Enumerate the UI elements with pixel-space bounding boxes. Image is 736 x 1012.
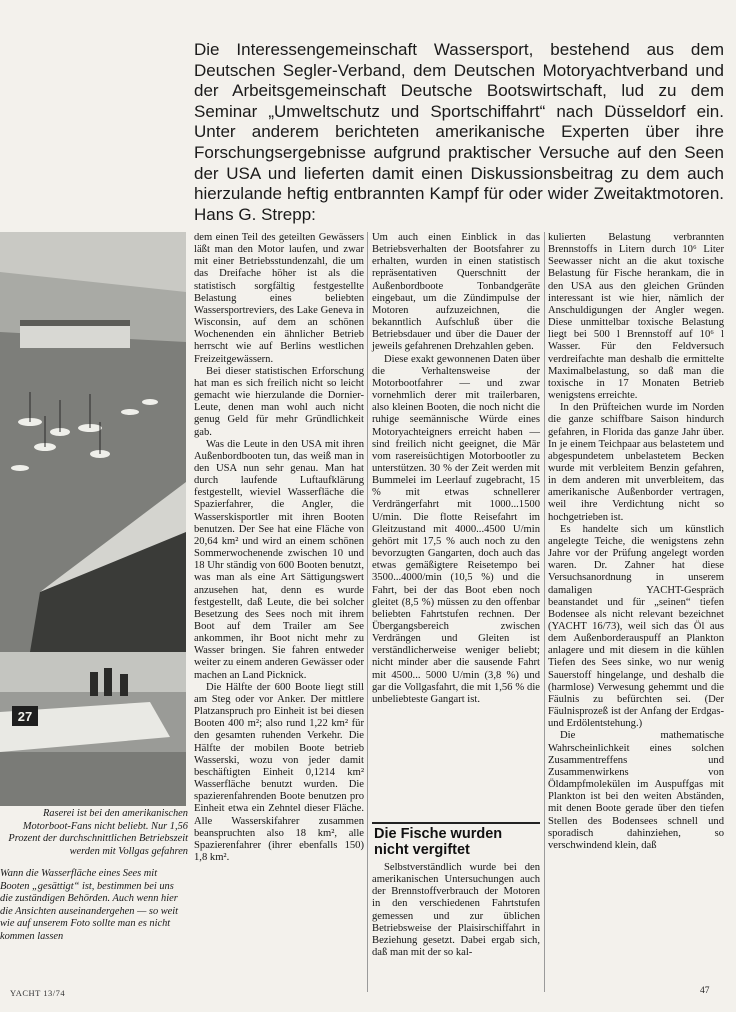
photo-boathouse <box>20 324 130 348</box>
paragraph: Um auch einen Einblick in das Betriebsverhalten der Bootsfahrer zu erhalten, wurden in einen statistisch repräsentativen Querschnitt der Außenbordboote Tonbandgeräte eingebaut, um die Zündimpulse der Motoren aufzuzeichnen, die bekanntlich Aufschluß über die Betriebsdauer und über die Dauer der jeweils gefahrenen Drehzahlen geben. <box>372 232 540 353</box>
paragraph: dem einen Teil des geteilten Gewässers läßt man den Motor laufen, und zwar mit einer Betriebsstundenzahl, die um das Dreifache höher ist als die statistisch sorgfältig festgestellte Belastung eines beliebten Wassersportreviers, des Lake Geneva in Wisconsin, auf dem an schönen Wochenenden ein ähnlicher Betrieb herrscht wie auf Berlins westlichen Freizeitgewässern. <box>194 232 364 365</box>
photo-caption-top: Raserei ist bei den amerikanischen Motorboot-Fans nicht beliebt. Nur 1,56 Prozent der durchschnittlichen Betriebszeit werden mit Vollgas gefahren <box>8 808 188 857</box>
paragraph: Was die Leute in den USA mit ihren Außenbordbooten tun, das weiß man in den USA nun sehr genau. Man hat durch laufende Luftaufklärung festgestellt, wieviel Wasserfläche die Spazierfahrer, die Angler, die Wasserskisportler mit ihren Booten benutzen. Der See hat eine Fläche von 20,64 km² und wird an einem schönen Sommerwochenende zwischen 10 und 18 Uhr ständig von 600 Booten benutzt, was man als eine Art Sättigungswert anzusehen hat, denn es wurde festgestellt, daß Leute, die bei solcher Besetzung des Sees noch mit ihrem Boot auf dem Trailer am See ankommen, ihr Boot nicht mehr zu Wasser bringen. Sie fahren entweder weiter zu einem anderen Gewässer oder machen an Land Picknick. <box>194 438 364 681</box>
photo-caption-bottom: Wann die Wasserfläche eines Sees mit Booten „gesättigt“ ist, bestimmen bei uns die zuständigen Behörden. Auch wenn hier die Ansichten auseinandergehen — so weit wie auf unserem Foto sollte man es nicht kommen lassen <box>0 868 179 942</box>
column-divider <box>367 232 368 992</box>
page-number: 47 <box>700 986 710 996</box>
paragraph: Bei dieser statistischen Erforschung hat man es sich freilich nicht so leicht gemacht wie hierzulande die Dornier-Leute, denen man wohl auch nicht genug Geld für mehr Gründlichkeit gab. <box>194 365 364 438</box>
photo-boat-number: 27 <box>17 709 33 724</box>
article-column-1 <box>194 232 364 982</box>
subheading-rule <box>372 822 540 824</box>
paragraph: Diese exakt gewonnenen Daten über die Verhaltensweise der Motorbootfahrer — und zwar vornehmlich derer mit trailerbaren, also kleinen Booten, die noch nicht die ruhige seemännische Würde eines Motoryachteigners erreicht haben — sind freilich nicht geeignet, die Mär vom rasereisüchtigen Motorbootler zu unterstützen. 30 % der Zeit werden mit Bummelei im Leerlauf zugebracht, 15 % mit etwas schnellerer Verdrängerfahrt mit 1000...1500 U/min. Die flotte Reisefahrt im Gleitzustand mit 4000...4500 U/min gehört mit 17,5 % auch noch zu den bevorzugten Gangarten, doch auch das etwas gemäßigtere Reisetempo bei 3500...4000/min (10,5 %) und die Fahrt, bei der das Boot eben noch gleitet (8,5 %) müssen zu den offenbar beliebten Fahrtstufen rechnen. Der Übergangsbereich zwischen Verdrängen und Gleiten ist verständlicherweise weniger beliebt; nicht minder aber die sausende Fahrt mit 4500... 5000 U/min (3,8 %) und gar die Vollgasfahrt, die mit 1,56 % die unbeliebteste Gangart ist. <box>372 353 540 705</box>
article-photo <box>0 232 186 806</box>
photo-illustration <box>0 232 186 806</box>
paragraph: Selbstverständlich wurde bei den amerikanischen Untersuchungen auch der Brennstoffverbrauch der Motoren in den verschiedenen Fahrtstufen gemessen und zur üblichen Betriebsweise der Plaisirschiffahrt in Beziehung gesetzt. Dabei ergab sich, daß man mit der so kal- <box>372 862 540 959</box>
intro-paragraph: Die Interessengemeinschaft Wassersport, bestehend aus dem Deutschen Segler-Verband, dem Deutschen Motoryachtverband und der Arbeitsgemeinschaft Deutsche Bootswirtschaft, lud zu dem Seminar „Umweltschutz und Sportschiffahrt“ nach Düsseldorf ein. Unter anderem berichteten amerikanische Experten über ihre Forschungsergebnisse aufgrund praktischer Versuche auf den Seen der USA und lieferten damit einen Diskussionsbeitrag zu dem auch hierzulande heftig entbrannten Kampf für oder wider Zweitaktmotoren. Hans G. Strepp: <box>194 40 724 224</box>
paragraph: Die mathematische Wahrscheinlichkeit eines solchen Zusammentreffens und Zusammenwirkens von Öldampfmolekülen im Auspuffgas mit Plankton ist bei den weiten Abständen, mit denen Boote gerade über den tiefen Stellen des Bodensees schnell und sporadisch dahinziehen, so verschwindend klein, daß <box>548 730 724 851</box>
column-divider <box>544 232 545 992</box>
subheading: Die Fische wurden nicht vergiftet <box>374 826 503 858</box>
paragraph: Es handelte sich um künstlich angelegte Teiche, die wenigstens zehn Jahre vor der Prüfung angelegt worden waren. Dr. Zahner hat diese Versuchsanordnung in unserem damaligen YACHT-Gespräch beanstandet und für „seinen“ tiefen Bodensee als nicht relevant bezeichnet (YACHT 16/73), weil sich das Öl aus dem Außenborderauspuff an Plankton anlagere und mit diesem in die kühlen Tiefen des Sees sinke, wo nur wenig Sauerstoff hingelange, und deshalb die (harmlose) Verwesung gehemmt und die Fäulnis zu befürchten sei. (Der Fäulnisprozeß ist der Anfang der Erdgas- und Erdölentstehung.) <box>548 523 724 730</box>
article-column-2-continued <box>372 862 540 990</box>
paragraph: kulierten Belastung verbrannten Brennstoffs in Litern durch 10⁶ Liter Seewasser nicht an die akut toxische Belastung für Fische herankam, die in den USA aus den gleichen Gründen interessant ist wie hier, nämlich der Anschuldigungen der Angler wegen. Diese unmittelbar toxische Belastung liegt bei 500 l Brennstoff auf 10⁶ l Wasser. Für den Feldversuch verdreifachte man deshalb die ermittelte Maximalbelastung, so daß man die toxische in 17 Monaten Betrieb wenigstens erreichte. <box>548 232 724 402</box>
article-column-3 <box>548 232 724 982</box>
paragraph: Die Hälfte der 600 Boote liegt still am Steg oder vor Anker. Der mittlere Platzanspruch pro Einheit ist bei diesen Booten 400 m²; also rund 1,22 km² für den gesamten ruhenden Verkehr. Die Hälfte der mobilen Boote betrieb Wasserski, wozu von jeder damit beschäftigten Einheit 0,1214 km² Wasserfläche benutzt wurden. Die spazierenfahrenden Boote benutzen pro Einheit etwa ein Zehntel dieser Fläche. Alle Wasserskifahrer zusammen beanspruchten also 18 km², alle Spazierenfahrer (ihrer ebenfalls 150) 1,8 km². <box>194 681 364 863</box>
paragraph: In den Prüfteichen wurde im Norden die ganze schiffbare Saison hindurch gefahren, in Florida das ganze Jahr über. In je einem Teichpaar aus belastetem und abgespundetem unbelastetem Becken wurde mit verbleitem Benzin gefahren, in dem anderen mit unverbleitem, das amerikanische Außenborder vertragen, weil ihre Verdichtung nicht so hochgetrieben ist. <box>548 402 724 523</box>
magazine-issue: YACHT 13/74 <box>10 988 66 998</box>
article-column-2 <box>372 232 540 822</box>
